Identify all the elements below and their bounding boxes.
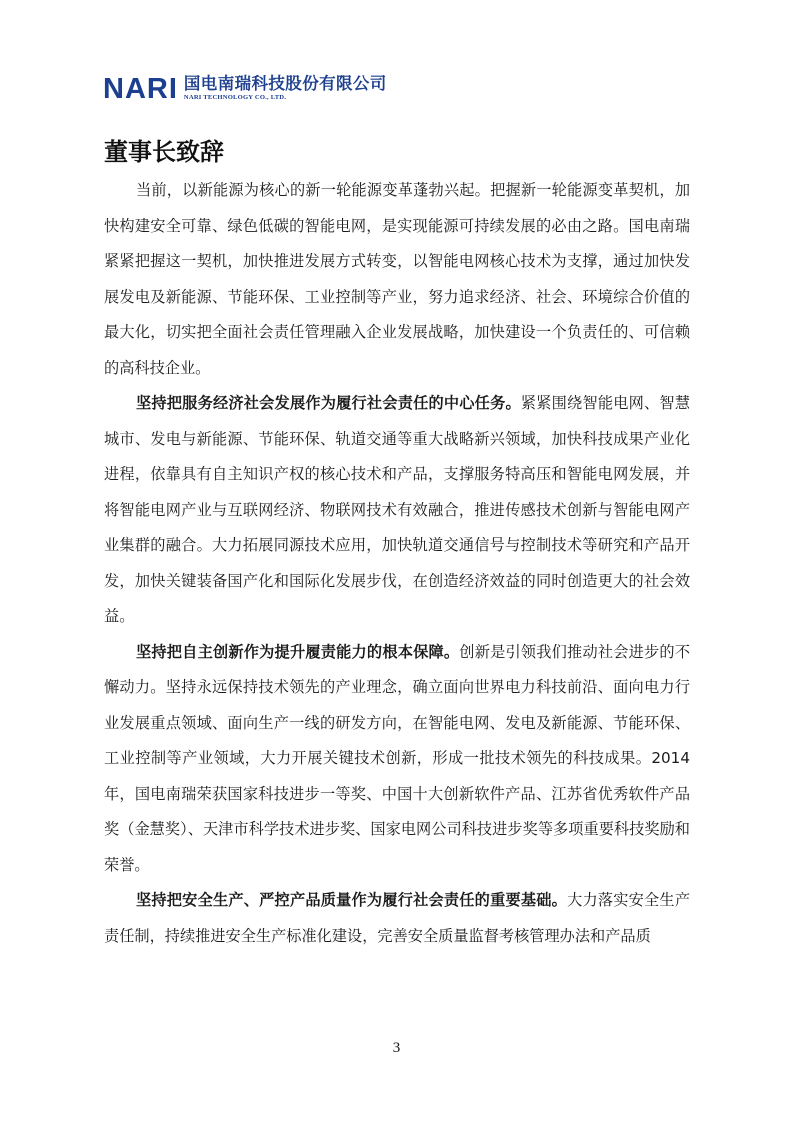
document-body	[104, 173, 690, 954]
company-logo: NARI	[103, 73, 178, 105]
page-number: 3	[392, 1040, 401, 1056]
page-title: 董事长致辞	[104, 137, 224, 166]
paragraph-safety-quality: 坚持把安全生产、严控产品质量作为履行社会责任的重要基础。大力落实安全生产责任制，持续推进安全生产标准化建设，完善安全质量监督考核管理办法和产品质	[104, 891, 691, 945]
paragraph-economic-development: 坚持把服务经济社会发展作为履行社会责任的中心任务。紧紧围绕智能电网、智慧城市、发电与新能源、节能环保、轨道交通等重大战略新兴领域，加快科技成果产业化进程，依靠具有自主知识产权的核心技术和产品，支撑服务特高压和智能电网发展，并将智能电网产业与互联网经济、物联网技术有效融合，推进传感技术创新与智能电网产业集群的融合。大力拓展同源技术应用，加快轨道交通信号与控制技术等研究和产品开发，加快关键装备国产化和国际化发展步伐，在创造经济效益的同时创造更大的社会效益。	[104, 394, 691, 625]
paragraph-innovation: 坚持把自主创新作为提升履责能力的根本保障。创新是引领我们推动社会进步的不懈动力。坚持永远保持技术领先的产业理念，确立面向世界电力科技前沿、面向电力行业发展重点领域、面向生产一线的研发方向，在智能电网、发电及新能源、节能环保、工业控制等产业领域，大力开展关键技术创新，形成一批技术领先的科技成果。2014 年，国电南瑞荣获国家科技进步一等奖、中国十大创新软件产品、江苏省优秀软件产品奖（金慧奖）、天津市科学技术进步奖、国家电网公司科技进步奖等多项重要科技奖励和荣誉。	[104, 642, 691, 874]
paragraph-intro: 当前，以新能源为核心的新一轮能源变革蓬勃兴起。把握新一轮能源变革契机，加快构建安全可靠、绿色低碳的智能电网，是实现能源可持续发展的必由之路。国电南瑞紧紧把握这一契机，加快推进发展方式转变，以智能电网核心技术为支撑，通过加快发展发电及新能源、节能环保、工业控制等产业，努力追求经济、社会、环境综合价值的最大化，切实把全面社会责任管理融入企业发展战略，加快建设一个负责任的、可信赖的高科技企业。	[104, 181, 690, 377]
company-name: 国电南瑞科技股份有限公司	[183, 74, 387, 93]
company-name-en: NARI TECHNOLOGY CO., LTD.	[183, 94, 287, 101]
company-name-block	[184, 74, 387, 102]
paragraph-lead: 坚持把安全生产、严控产品质量作为履行社会责任的重要基础。	[136, 891, 568, 909]
page-header	[103, 74, 387, 108]
paragraph-lead: 坚持把服务经济社会发展作为履行社会责任的中心任务。	[136, 394, 521, 412]
paragraph-lead: 坚持把自主创新作为提升履责能力的根本保障。	[136, 642, 460, 661]
